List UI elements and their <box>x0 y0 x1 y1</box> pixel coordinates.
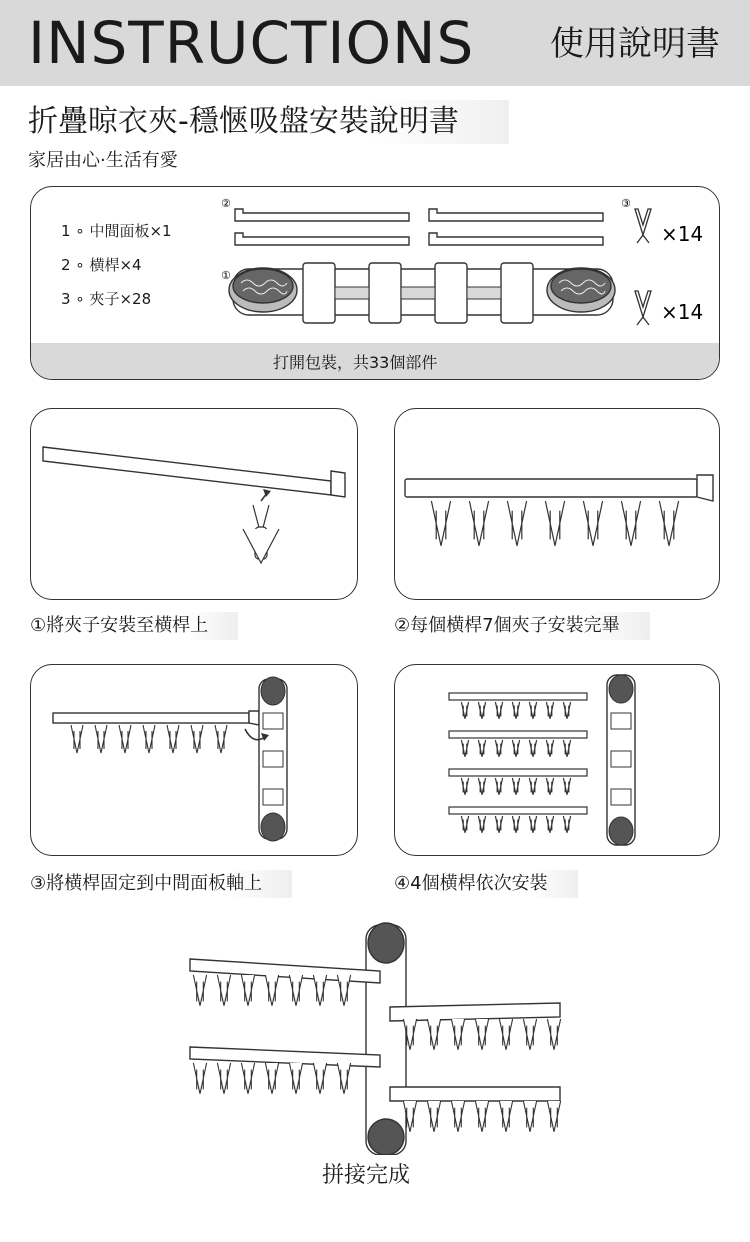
step-2-panel <box>394 408 720 600</box>
clip-drawing <box>191 725 203 753</box>
step-3-panel <box>30 664 358 856</box>
tagline: 家居由心·生活有愛 <box>28 150 178 171</box>
clip-drawing <box>451 1101 464 1132</box>
step-4-panel <box>394 664 720 856</box>
clip-drawing <box>461 778 468 795</box>
bar-drawing <box>449 807 587 814</box>
clip-drawing <box>71 725 83 753</box>
clip-drawing <box>563 702 570 719</box>
clip-drawing <box>431 501 450 546</box>
clip-drawing <box>659 501 678 546</box>
parts-footer <box>31 343 719 379</box>
parts-item-panel: 1 ∘ 中間面板×1 <box>61 222 172 240</box>
page-subtitle: 使用說明書 <box>550 24 720 64</box>
clip-drawing <box>495 740 502 757</box>
clip-drawing <box>621 501 640 546</box>
clip-drawing <box>217 1063 230 1094</box>
marker-1: ① <box>221 269 231 282</box>
clip-drawing <box>461 816 468 833</box>
step-2-caption: ②每個横桿7個夾子安裝完畢 <box>394 612 650 640</box>
clip-drawing <box>217 975 230 1006</box>
clip-drawing <box>563 740 570 757</box>
step-4-caption: ④4個横桿依次安裝 <box>394 870 578 898</box>
clip-drawing <box>478 778 485 795</box>
step-4-illustration <box>395 665 719 855</box>
clip-drawing <box>499 1019 512 1050</box>
clip-drawing <box>495 778 502 795</box>
clip-drawing <box>289 1063 302 1094</box>
clip-drawing <box>289 975 302 1006</box>
clip-drawing <box>469 501 488 546</box>
clip-count-b: ×14 <box>661 300 704 324</box>
clip-drawing <box>512 816 519 833</box>
clip-drawing <box>143 725 155 753</box>
clip-drawing <box>461 740 468 757</box>
clip-drawing <box>495 702 502 719</box>
bar-drawing <box>449 731 587 738</box>
step-3-illustration <box>31 665 357 855</box>
clip-drawing <box>193 975 206 1006</box>
clip-drawing <box>461 702 468 719</box>
clip-drawing <box>563 778 570 795</box>
final-assembly-illustration <box>180 915 580 1155</box>
clip-drawing <box>512 778 519 795</box>
clip-drawing <box>563 816 570 833</box>
clip-drawing <box>547 1019 560 1050</box>
clip-drawing <box>529 702 536 719</box>
clip-drawing <box>507 501 526 546</box>
clip-drawing <box>215 725 227 753</box>
clip-drawing <box>546 740 553 757</box>
marker-3: ③ <box>621 197 631 210</box>
parts-box <box>30 186 720 380</box>
step-1-illustration <box>31 409 357 599</box>
clip-drawing <box>529 778 536 795</box>
clip-drawing <box>523 1019 536 1050</box>
clip-drawing <box>545 501 564 546</box>
clip-drawing <box>523 1101 536 1132</box>
final-caption: 拼接完成 <box>322 1163 411 1188</box>
clip-drawing <box>119 725 131 753</box>
header-banner <box>0 0 750 86</box>
bar-drawing <box>449 693 587 700</box>
manual-title: 折疊晾衣夾-穩愜吸盤安裝說明書 <box>28 100 509 144</box>
clip-count-a: ×14 <box>661 222 704 246</box>
clip-drawing <box>499 1101 512 1132</box>
clip-drawing <box>512 702 519 719</box>
clip-drawing <box>546 816 553 833</box>
clip-drawing <box>265 1063 278 1094</box>
bar-drawing <box>449 769 587 776</box>
clip-drawing <box>495 816 502 833</box>
clip-drawing <box>547 1101 560 1132</box>
clip-drawing <box>95 725 107 753</box>
step-2-illustration <box>395 409 719 599</box>
parts-illustration <box>31 187 719 347</box>
parts-item-clip: 3 ∘ 夾子×28 <box>61 290 152 308</box>
clip-drawing <box>337 975 350 1006</box>
clip-drawing <box>313 975 326 1006</box>
clip-drawing <box>241 1063 254 1094</box>
parts-footer-text: 打開包裝，共33個部件 <box>273 353 438 372</box>
step-3-caption: ③將横桿固定到中間面板軸上 <box>30 870 292 898</box>
clip-drawing <box>529 816 536 833</box>
clip-drawing <box>529 740 536 757</box>
clip-drawing <box>193 1063 206 1094</box>
clip-drawing <box>475 1101 488 1132</box>
clip-drawing <box>451 1019 464 1050</box>
step-1-panel <box>30 408 358 600</box>
clip-drawing <box>546 702 553 719</box>
clip-drawing <box>478 740 485 757</box>
clip-drawing <box>427 1019 440 1050</box>
step-1-caption: ①將夾子安裝至横桿上 <box>30 612 238 640</box>
parts-item-bar: 2 ∘ 横桿×4 <box>61 256 142 274</box>
clip-drawing <box>167 725 179 753</box>
clip-drawing <box>427 1101 440 1132</box>
page-title: INSTRUCTIONS <box>28 9 475 77</box>
clip-drawing <box>478 816 485 833</box>
marker-2: ② <box>221 197 231 210</box>
clip-drawing <box>241 975 254 1006</box>
clip-drawing <box>512 740 519 757</box>
clip-drawing <box>313 1063 326 1094</box>
clip-drawing <box>583 501 602 546</box>
clip-drawing <box>478 702 485 719</box>
clip-drawing <box>475 1019 488 1050</box>
clip-drawing <box>337 1063 350 1094</box>
clip-drawing <box>546 778 553 795</box>
clip-drawing <box>265 975 278 1006</box>
